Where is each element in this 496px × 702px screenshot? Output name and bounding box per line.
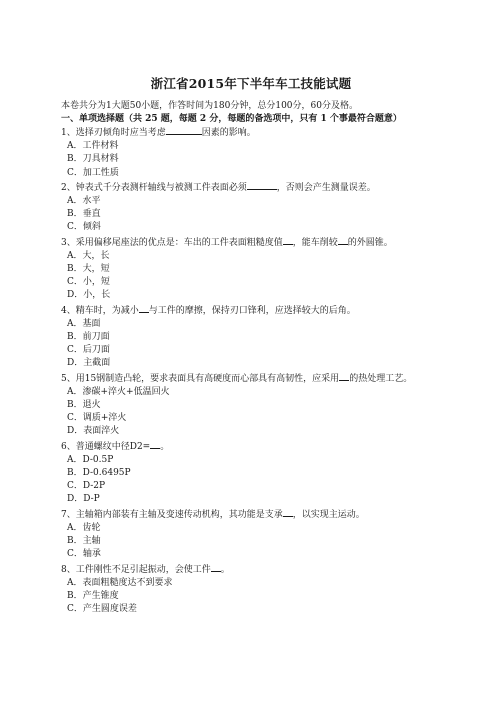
answer-option: B．垂直: [67, 209, 101, 220]
answer-option: B．主轴: [67, 536, 101, 547]
question-text: 3、采用偏移尾座法的优点是：车出的工件表面粗糙度值: [61, 237, 283, 248]
answer-option: B．前刀面: [67, 332, 110, 343]
question-text: 6、普通螺纹中径D2=: [61, 441, 151, 452]
question-text: ，以实现主运动。: [292, 509, 365, 520]
answer-option: B．产生锥度: [67, 590, 119, 601]
question-stem: [61, 371, 441, 386]
answer-option: A．水平: [67, 196, 101, 207]
answer-option: C．调质+淬火: [67, 413, 127, 424]
answer-option: D．D-P: [67, 494, 100, 505]
question-text: 7、主轴箱内部装有主轴及变速传动机构，其功能是支承: [61, 509, 283, 520]
question-text: 的热处理工艺。: [349, 373, 413, 384]
answer-blank: [283, 507, 293, 517]
answer-blank: [150, 439, 160, 449]
answer-blank: [339, 371, 349, 381]
answer-blank: [338, 235, 348, 245]
question-stem: [61, 180, 441, 195]
answer-blank: [247, 180, 277, 190]
answer-option: C．倾斜: [67, 222, 101, 233]
document-title: 浙江省2015年下半年车工技能试题: [150, 76, 352, 91]
question-text: 与工件的摩擦，保持刃口锋利，应选择较大的后角。: [148, 305, 356, 316]
question-stem: [61, 439, 441, 454]
question-stem: [61, 125, 441, 140]
answer-option: B．大，短: [67, 264, 110, 275]
answer-option: B．D-0.6495P: [67, 468, 131, 479]
exam-intro: 本卷共分为1大题50小题，作答时间为180分钟，总分100分，60分及格。: [61, 101, 358, 111]
question-text: 2、钟表式千分表测杆轴线与被测工件表面必须: [61, 182, 247, 193]
answer-option: B．退火: [67, 400, 101, 411]
question-text: ，能车削较: [292, 237, 338, 248]
answer-blank: [283, 235, 293, 245]
answer-option: C．后刀面: [67, 345, 110, 356]
question-text: 5、用15钢制造凸轮，要求表面具有高硬度而心部具有高韧性，应采用: [61, 373, 340, 384]
question-text: 因素的影响。: [201, 128, 256, 138]
answer-blank: [211, 562, 221, 572]
answer-option: C．产生圆度误差: [67, 604, 137, 615]
question-stem: [61, 235, 441, 250]
question-stem: [61, 507, 441, 522]
answer-option: D．表面淬火: [67, 426, 120, 437]
answer-option: C．D-2P: [67, 481, 106, 492]
answer-option: D．小，长: [67, 290, 111, 301]
question-text: 的外圆锥。: [347, 237, 393, 248]
answer-option: A．表面粗糙度达不到要求: [67, 577, 173, 588]
question-text: 4、精车时，为减小: [61, 305, 139, 316]
answer-blank: [166, 125, 202, 135]
answer-option: A．渗碳+淬火+低温回火: [67, 386, 170, 397]
answer-option: A．大，长: [67, 250, 110, 261]
answer-option: D．主截面: [67, 358, 111, 369]
answer-option: C．轴承: [67, 549, 101, 560]
answer-option: A．D-0.5P: [67, 454, 114, 465]
answer-option: A．基面: [67, 318, 101, 329]
answer-blank: [139, 303, 149, 313]
question-list: [61, 125, 441, 616]
question-stem: [61, 303, 441, 318]
question-stem: [61, 562, 441, 577]
answer-option: B．刀具材料: [67, 154, 119, 165]
answer-option: C．小，短: [67, 277, 110, 288]
question-text: 。: [220, 564, 230, 575]
answer-option: A．工件材料: [67, 141, 119, 152]
section-heading: 一、单项选择题（共 25 题，每题 2 分，每题的备选项中，只有 1 个事最符合题意）: [61, 113, 402, 124]
document-page: [61, 76, 441, 616]
question-text: 。: [160, 441, 170, 452]
question-text: 1、选择刃倾角时应当考虑: [61, 128, 166, 138]
question-text: 8、工件刚性不足引起振动，会使工件: [61, 564, 211, 575]
question-text: ，否则会产生测量误差。: [276, 182, 376, 193]
answer-option: C．加工性质: [67, 167, 119, 178]
answer-option: A．齿轮: [67, 522, 101, 533]
